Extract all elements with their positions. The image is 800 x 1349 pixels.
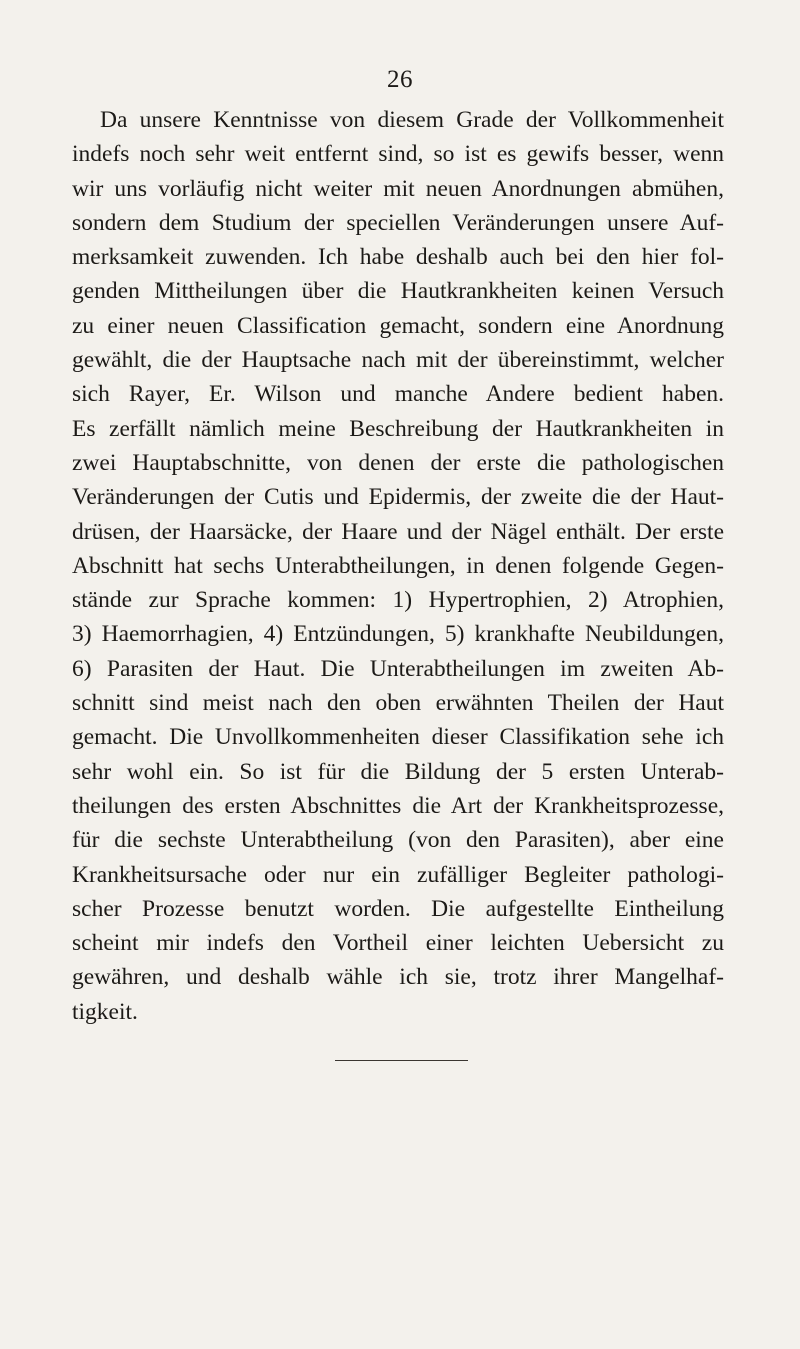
text-line: Da unsere Kenntnisse von diesem Grade der Vollkommenheit — [100, 107, 724, 133]
text-line: 6) Parasiten der Haut. Die Unterabtheilungen im zweiten Ab- — [72, 655, 724, 682]
section-divider — [335, 1060, 468, 1061]
text-line: drüsen, der Haarsäcke, der Haare und der Nägel enthält. Der erste — [72, 518, 724, 545]
text-line: merksamkeit zuwenden. Ich habe deshalb auch bei den hier fol- — [72, 244, 724, 271]
text-line: theilungen des ersten Abschnittes die Art der Krankheitsprozesse, — [72, 792, 724, 819]
text-line: Krankheitsursache oder nur ein zufälliger Begleiter pathologi- — [72, 861, 724, 888]
body-paragraph — [72, 103, 724, 1029]
text-line: schnitt sind meist nach den oben erwähnten Theilen der Haut — [72, 690, 724, 717]
text-line: scheint mir indefs den Vortheil einer leichten Uebersicht zu — [72, 930, 724, 957]
text-line: indefs noch sehr weit entfernt sind, so ist es gewifs besser, wenn — [72, 141, 724, 168]
text-line: sich Rayer, Er. Wilson und manche Andere bedient haben. — [72, 381, 724, 408]
text-line: gewählt, die der Hauptsache nach mit der übereinstimmt, welcher — [72, 347, 724, 374]
text-line: 3) Haemorrhagien, 4) Entzündungen, 5) krankhafte Neubildungen, — [72, 621, 724, 648]
text-line: für die sechste Unterabtheilung (von den Parasiten), aber eine — [72, 827, 724, 854]
text-line: stände zur Sprache kommen: 1) Hypertrophien, 2) Atrophien, — [72, 587, 724, 614]
text-line: zu einer neuen Classification gemacht, sondern eine Anordnung — [72, 312, 724, 339]
text-line: zwei Hauptabschnitte, von denen der erste die pathologischen — [72, 449, 724, 476]
text-line: gemacht. Die Unvollkommenheiten dieser Classifikation sehe ich — [72, 724, 724, 751]
text-line: sehr wohl ein. So ist für die Bildung der 5 ersten Unterab- — [72, 758, 724, 785]
text-line: sondern dem Studium der speciellen Veränderungen unsere Auf- — [72, 209, 724, 236]
text-line: Es zerfällt nämlich meine Beschreibung der Hautkrankheiten in — [72, 415, 724, 442]
text-line: Abschnitt hat sechs Unterabtheilungen, in denen folgende Gegen- — [72, 552, 724, 579]
text-line: Veränderungen der Cutis und Epidermis, der zweite die der Haut- — [72, 484, 724, 511]
text-line: genden Mittheilungen über die Hautkrankheiten keinen Versuch — [72, 278, 724, 305]
text-line: tigkeit. — [72, 998, 138, 1025]
text-line: wir uns vorläufig nicht weiter mit neuen Anordnungen abmühen, — [72, 175, 724, 202]
page-number: 26 — [387, 66, 413, 93]
text-line: scher Prozesse benutzt worden. Die aufgestellte Eintheilung — [72, 895, 724, 922]
text-line: gewähren, und deshalb wähle ich sie, trotz ihrer Mangelhaf- — [72, 964, 724, 991]
